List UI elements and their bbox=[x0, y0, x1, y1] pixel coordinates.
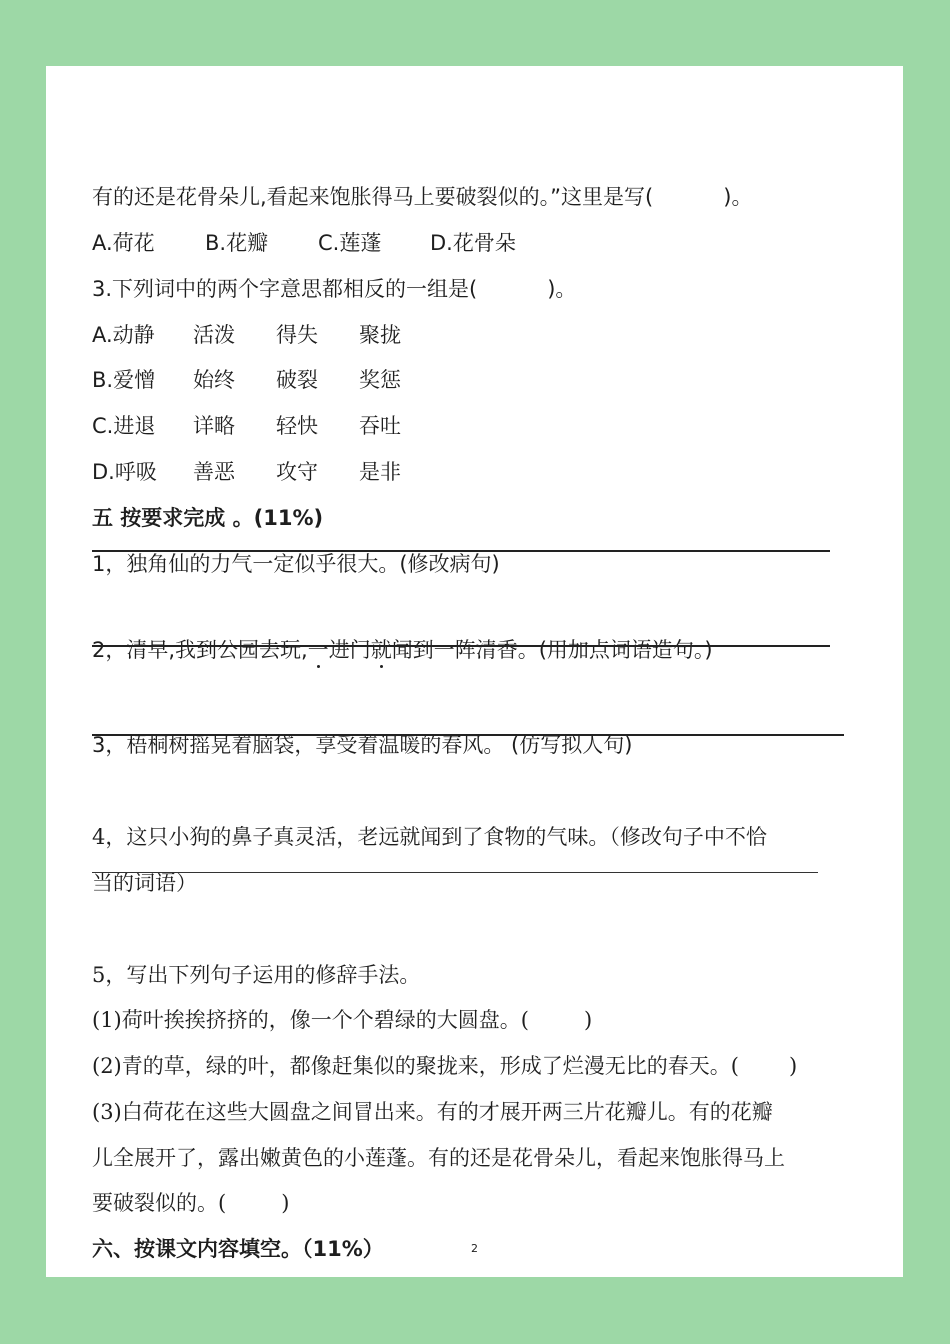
s5-item-5-2: (2)青的草，绿的叶，都像赶集似的聚拢来，形成了烂漫无比的春天。( ) bbox=[92, 1054, 798, 1078]
q2-option-d: D.花骨朵 bbox=[430, 231, 516, 255]
s5-answer-line-3[interactable] bbox=[92, 734, 844, 736]
q3-row-d: D.呼吸 善恶 攻守 是非 bbox=[92, 460, 401, 484]
s5-item-4: 4，这只小狗的鼻子真灵活，老远就闻到了食物的气味。（修改句子中不恰 bbox=[92, 825, 767, 849]
q2-stem: 有的还是花骨朵儿,看起来饱胀得马上要破裂似的。”这里是写( )。 bbox=[92, 185, 753, 209]
s5-answer-line-4[interactable] bbox=[92, 872, 818, 873]
q3-row-b: B.爱憎 始终 破裂 奖惩 bbox=[92, 368, 401, 392]
q3-row-a: A.动静 活泼 得失 聚拢 bbox=[92, 323, 401, 347]
s5-answer-line-2[interactable] bbox=[92, 645, 830, 647]
q3-row-c: C.进退 详略 轻快 吞吐 bbox=[92, 414, 401, 438]
worksheet-page bbox=[46, 66, 903, 1277]
s5-answer-line-1[interactable] bbox=[92, 550, 830, 552]
s5-item-2: 2，清早,我到公园去玩,一进门就闻到一阵清香。(用加点词语造句。) bbox=[92, 638, 713, 662]
q3-stem: 3.下列词中的两个字意思都相反的一组是( )。 bbox=[92, 277, 577, 301]
s5-item-1: 1，独角仙的力气一定似乎很大。(修改病句) bbox=[92, 552, 500, 576]
s5-item-4-cont: 当的词语） bbox=[92, 871, 197, 895]
page-number: 2 bbox=[471, 1242, 478, 1255]
s5-item-5-3: (3)白荷花在这些大圆盘之间冒出来。有的才展开两三片花瓣儿。有的花瓣 bbox=[92, 1100, 773, 1124]
emphasis-dot-word-1: 一 bbox=[307, 638, 329, 662]
s5-item-3: 3，梧桐树摇晃着脑袋，享受着温暖的春风。 (仿写拟人句) bbox=[92, 733, 633, 757]
q2-option-b: B.花瓣 bbox=[205, 231, 269, 255]
q2-option-a: A.荷花 bbox=[92, 231, 155, 255]
s5-item-5-3-cont1: 儿全展开了，露出嫩黄色的小莲蓬。有的还是花骨朵儿，看起来饱胀得马上 bbox=[92, 1146, 785, 1170]
s5-item-5-3-cont2: 要破裂似的。( ) bbox=[92, 1191, 290, 1215]
s5-item-5-1: (1)荷叶挨挨挤挤的，像一个个碧绿的大圆盘。( ) bbox=[92, 1008, 593, 1032]
q2-option-c: C.莲蓬 bbox=[318, 231, 382, 255]
s5-item-5: 5，写出下列句子运用的修辞手法。 bbox=[92, 963, 421, 987]
emphasis-dot-word-2: 就 bbox=[370, 638, 392, 662]
q2-options bbox=[92, 228, 516, 258]
section-6-title: 六、按课文内容填空。（11%） bbox=[92, 1237, 384, 1261]
section-5-title: 五 按要求完成 。(11%) bbox=[92, 506, 324, 530]
